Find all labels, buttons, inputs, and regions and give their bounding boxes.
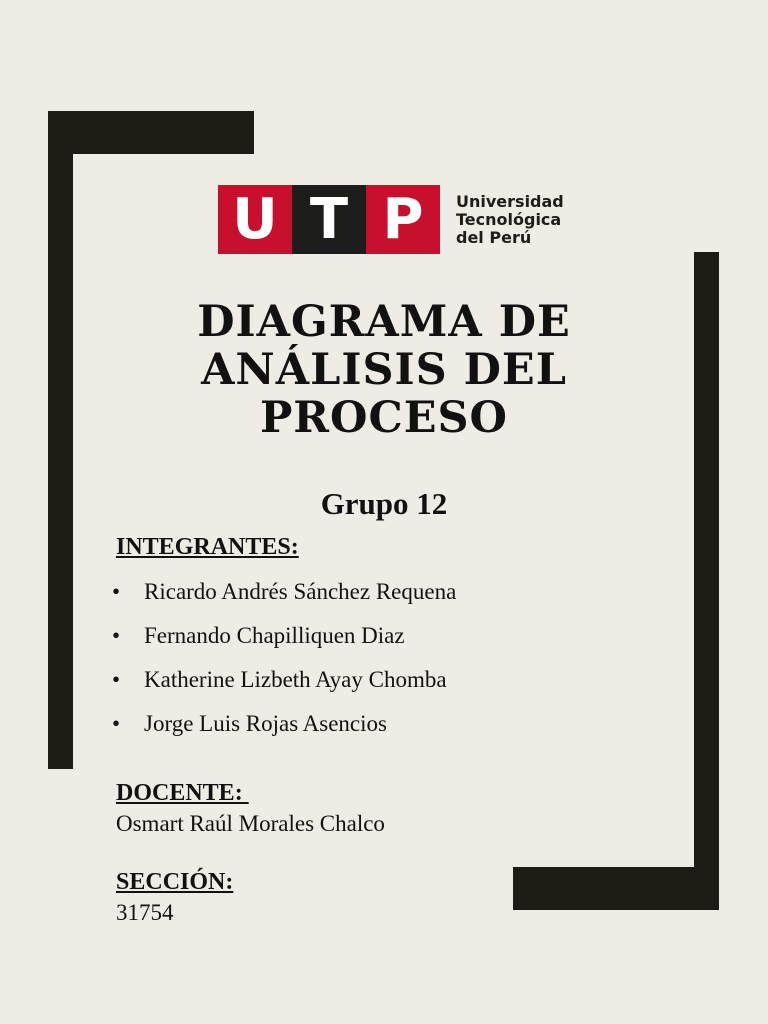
frame-bottom-right-horizontal — [513, 867, 719, 910]
section-label: SECCIÓN: — [116, 869, 234, 895]
bullet: • — [112, 667, 121, 692]
logo-letter-p: P — [366, 185, 440, 254]
title-line: PROCESO — [259, 393, 509, 443]
logo-wordmark — [456, 193, 564, 247]
title-line: DIAGRAMA DE — [197, 297, 571, 347]
frame-top-left-horizontal — [48, 111, 254, 154]
member-name: Katherine Lizbeth Ayay Chomba — [144, 667, 447, 692]
utp-logo-mark — [218, 185, 440, 254]
teacher-name: Osmart Raúl Morales Chalco — [116, 811, 385, 836]
logo-text-line: del Perú — [456, 227, 532, 247]
bullet: • — [112, 579, 121, 604]
members-label: INTEGRANTES: — [116, 534, 299, 560]
bullet: • — [112, 711, 121, 736]
section-value: 31754 — [116, 900, 174, 925]
logo-text-line: Tecnológica — [456, 209, 562, 229]
member-name: Jorge Luis Rojas Asencios — [144, 711, 387, 736]
document-title — [0, 298, 768, 442]
bullet: • — [112, 623, 121, 648]
member-name: Ricardo Andrés Sánchez Requena — [144, 579, 457, 604]
group-heading: Grupo 12 — [320, 486, 448, 521]
logo-letter-t: T — [292, 185, 366, 254]
title-line: ANÁLISIS DEL — [201, 345, 567, 395]
logo-letter-u: U — [218, 185, 292, 254]
member-name: Fernando Chapilliquen Diaz — [144, 623, 405, 648]
teacher-label: DOCENTE: — [116, 780, 249, 806]
logo-text-line: Universidad — [456, 191, 564, 211]
utp-logo — [218, 185, 564, 254]
